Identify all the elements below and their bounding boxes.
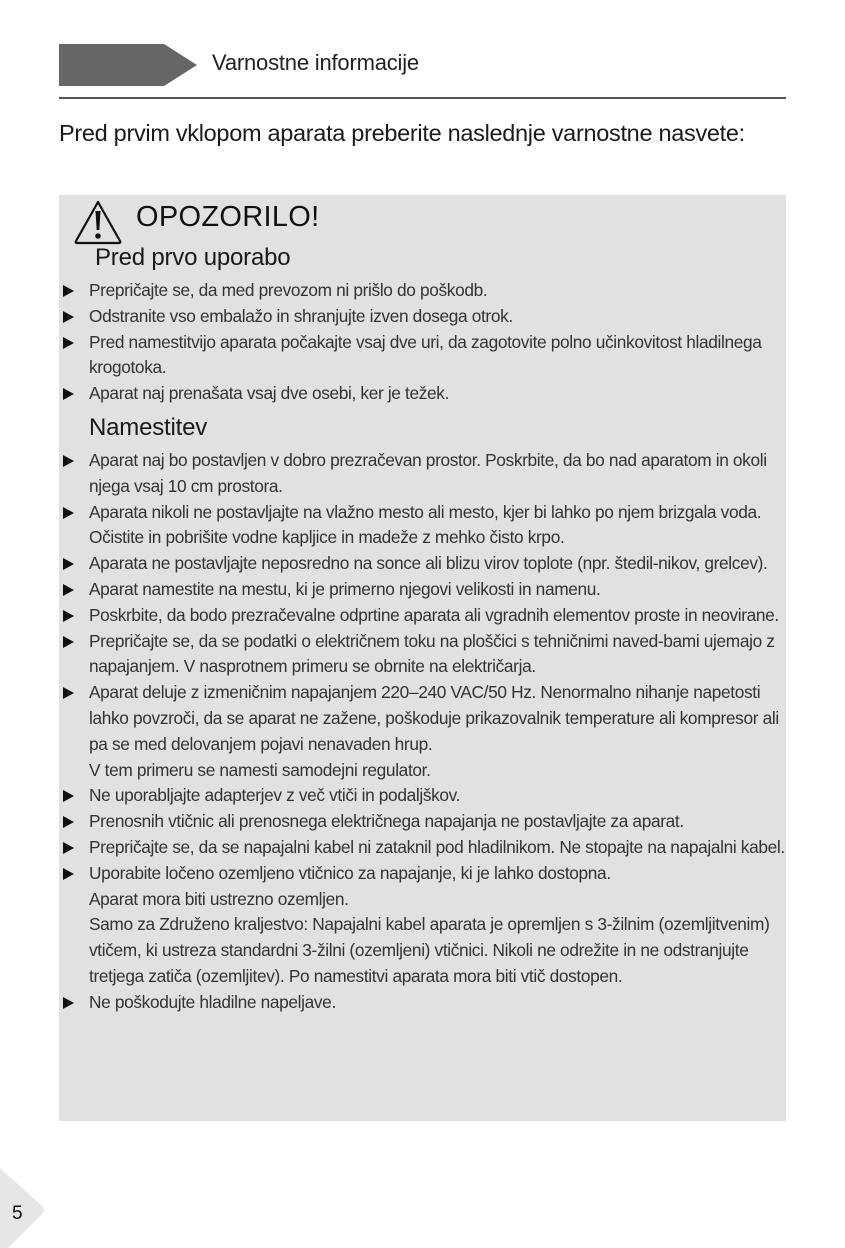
section-header-title: Varnostne informacije — [212, 50, 419, 75]
section-title-before-first-use: Pred prvo uporabo — [95, 244, 291, 271]
list-item-text: Uporabite ločeno ozemljeno vtičnico za napajanje, ki je lahko dostopna. — [89, 862, 611, 883]
list-item-text: Aparat namestite na mestu, ki je primerno njegovi velikosti in namenu. — [89, 578, 601, 599]
intro-heading: Pred prvim vklopom aparata preberite naslednje varnostne nasvete: — [59, 120, 745, 146]
list-item-text: Samo za Združeno kraljestvo: Napajalni kabel aparata je opremljen s 3-žilnim (ozemljitvenim) vtičem, ki ustreza standardni 3-žilni (ozemljeni) vtičnici. Nikoli ne odrežite in ne odstranjujte tretjega zatiča (ozemljitev). Po namestitvi aparata mora biti vtič dostopen. — [89, 914, 770, 986]
bullet-arrow-icon — [63, 558, 74, 570]
bullet-arrow-icon — [63, 687, 74, 699]
list-item-text: Ne poškodujte hladilne napeljave. — [89, 991, 336, 1012]
list-item-text: Prepričajte se, da se napajalni kabel ni zataknil pod hladilnikom. Ne stopajte na napajalni kabel. — [89, 836, 785, 857]
list-item-text: Pred namestitvijo aparata počakajte vsaj dve uri, da zagotovite polno učinkovitost hladilnega krogotoka. — [89, 331, 762, 378]
list-item — [59, 809, 786, 835]
list-item-text: Prenosnih vtičnic ali prenosnega električnega napajanja ne postavljajte za aparat. — [89, 811, 684, 832]
list-item-text: Aparat deluje z izmeničnim napajanjem 220–240 VAC/50 Hz. Nenormalno nihanje napetosti lahko povzroči, da se aparat ne zažene, poškoduje prikazovalnik temperature ali kompresor ali pa se med delovanjem pojavi nenavaden hrup. — [89, 682, 779, 754]
list-item — [59, 448, 786, 500]
bullet-arrow-icon — [63, 868, 74, 880]
section-title-installation: Namestitev — [89, 414, 208, 441]
page-number-tab — [0, 1168, 50, 1248]
bullet-arrow-icon — [63, 636, 74, 648]
bullet-arrow-icon — [63, 997, 74, 1009]
bullet-arrow-icon — [63, 311, 74, 323]
list-item — [59, 990, 786, 1016]
list-item-text: Odstranite vso embalažo in shranjujte izven dosega otrok. — [89, 305, 513, 326]
list-item-text: Prepričajte se, da se podatki o električnem toku na ploščici s tehničnimi naved-bami ujemajo z napajanjem. V nasprotnem primeru se obrnite na električarja. — [89, 630, 775, 677]
bullet-arrow-icon — [63, 337, 74, 349]
page-number: 5 — [12, 1203, 23, 1224]
warning-triangle-icon — [73, 199, 123, 245]
list-item — [59, 835, 786, 861]
list-item — [59, 330, 786, 382]
bullet-arrow-icon — [63, 455, 74, 467]
bullet-arrow-icon — [63, 842, 74, 854]
list-item-text: V tem primeru se namesti samodejni regulator. — [89, 759, 431, 780]
list-item — [59, 783, 786, 809]
list-item — [59, 680, 786, 783]
list-item-text: Prepričajte se, da med prevozom ni prišlo do poškodb. — [89, 280, 488, 300]
list-item — [59, 278, 786, 304]
before-first-use-list — [59, 278, 786, 407]
warning-title: OPOZORILO! — [136, 201, 320, 233]
list-item — [59, 381, 786, 407]
section-header-arrow — [59, 44, 197, 86]
bullet-arrow-icon — [63, 584, 74, 596]
bullet-arrow-icon — [63, 285, 74, 297]
list-item-text: Aparat naj prenašata vsaj dve osebi, ker je težek. — [89, 383, 450, 404]
bullet-arrow-icon — [63, 388, 74, 400]
list-item — [59, 551, 786, 577]
bullet-arrow-icon — [63, 790, 74, 802]
list-item — [59, 577, 786, 603]
list-item — [59, 304, 786, 330]
installation-list — [59, 448, 786, 1016]
list-item-text: Aparat naj bo postavljen v dobro prezračevan prostor. Poskrbite, da bo nad aparatom in okoli njega vsaj 10 cm prostora. — [89, 450, 767, 496]
list-item-text: Aparata nikoli ne postavljajte na vlažno mesto ali mesto, kjer bi lahko po njem brizgala voda. Očistite in pobrišite vodne kapljice in madeže z mehko čisto krpo. — [89, 501, 762, 548]
header-divider — [59, 97, 786, 99]
bullet-arrow-icon — [63, 507, 74, 519]
bullet-arrow-icon — [63, 610, 74, 622]
list-item — [59, 861, 786, 990]
list-item-text: Aparata ne postavljajte neposredno na sonce ali blizu virov toplote (npr. štedil-nikov, grelcev). — [89, 553, 768, 574]
list-item — [59, 500, 786, 552]
list-item — [59, 629, 786, 681]
list-item-text: Poskrbite, da bodo prezračevalne odprtine aparata ali vgradnih elementov proste in neovirane. — [89, 604, 779, 625]
list-item — [59, 603, 786, 629]
list-item-text: Ne uporabljajte adapterjev z več vtiči in podaljškov. — [89, 785, 461, 806]
bullet-arrow-icon — [63, 816, 74, 828]
warning-box — [59, 195, 786, 1121]
list-item-text: Aparat mora biti ustrezno ozemljen. — [89, 888, 349, 909]
